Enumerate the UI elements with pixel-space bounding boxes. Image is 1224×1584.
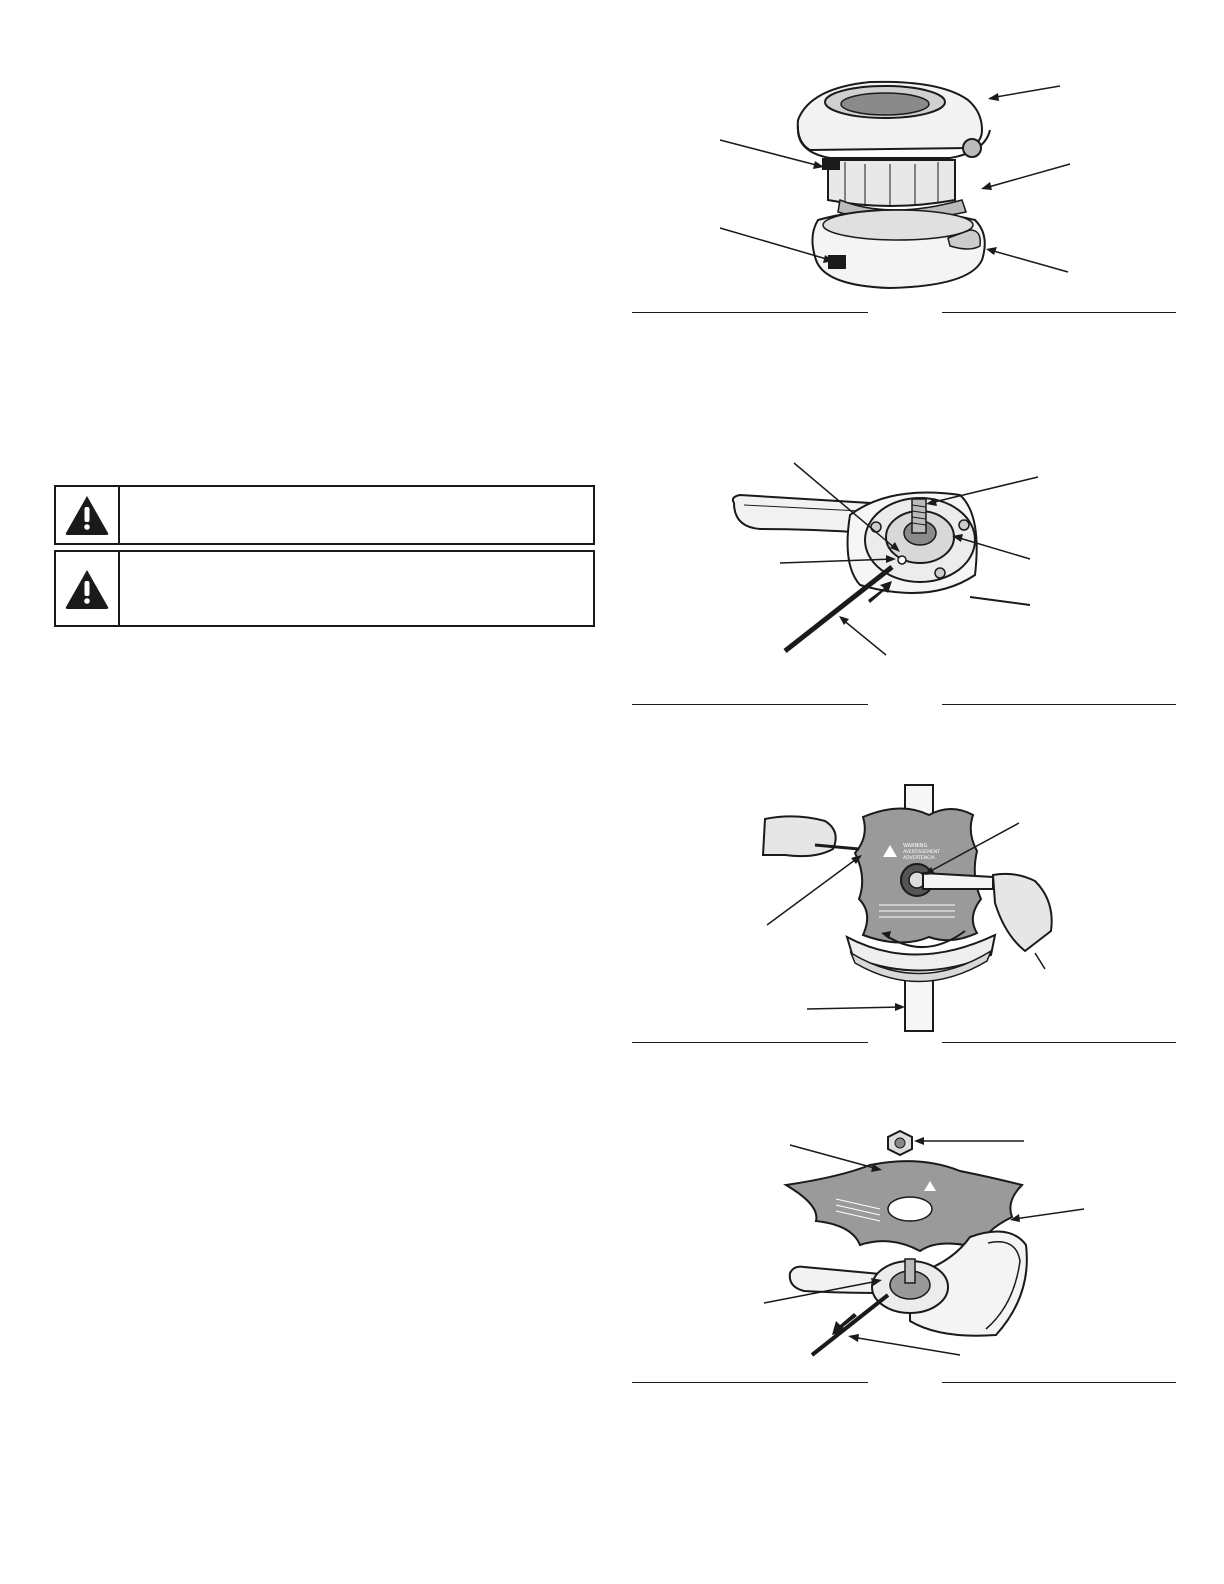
- figure-rule-right: [942, 1382, 1176, 1383]
- warning-icon-cell: [56, 552, 120, 625]
- warning-icon-cell: [56, 487, 120, 543]
- leader-line: [1014, 1209, 1084, 1219]
- leader-line: [930, 477, 1038, 503]
- warning-box-1: [54, 485, 595, 545]
- leader-line: [990, 86, 1060, 98]
- figure-rule-right: [942, 1042, 1176, 1043]
- figure-rule-left: [632, 1382, 868, 1383]
- warning-triangle-icon: [64, 568, 110, 610]
- leader-line: [985, 164, 1070, 188]
- figure-blade-assembly-illustration: [760, 1125, 1100, 1365]
- leader-line: [790, 1145, 878, 1169]
- figure-rule-right: [942, 704, 1176, 705]
- figure-rule-right: [942, 312, 1176, 313]
- figure-rule-left: [632, 1042, 868, 1043]
- leader-line: [767, 857, 859, 925]
- figure-shaft-lock-illustration: [720, 455, 1050, 660]
- figure-rule-left: [632, 312, 868, 313]
- warning-triangle-icon: [64, 494, 110, 536]
- warning-box-2: [54, 550, 595, 627]
- leader-line: [990, 250, 1068, 272]
- leader-line: [852, 1337, 960, 1355]
- leader-line: [842, 619, 886, 655]
- blade-decal-heading: WARNING: [903, 843, 928, 849]
- leader-line: [807, 1007, 901, 1009]
- figure-blade-wrench-illustration: [755, 785, 1095, 1035]
- blade-decal-subheading: AVERTISSEMENT: [903, 850, 940, 855]
- blade-decal-subheading: ADVERTENCIA: [903, 856, 935, 861]
- figure-trimmer-head-illustration: [700, 60, 1100, 300]
- figure-rule-left: [632, 704, 868, 705]
